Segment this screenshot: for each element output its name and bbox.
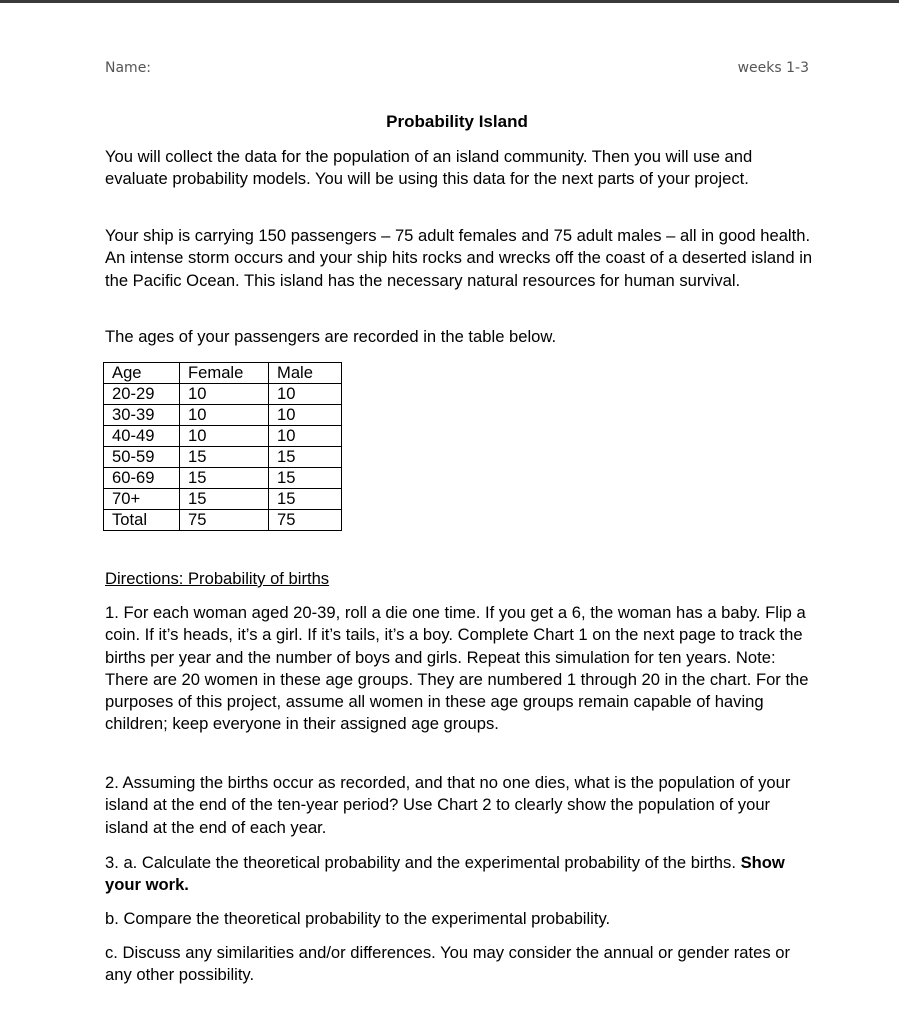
cell-age: 60-69 — [104, 468, 180, 489]
question-2: 2. Assuming the births occur as recorded, and that no one dies, what is the population of your island at the end of the ten-year period? Use Chart 2 to clearly show the population of your island at the end of each year. — [105, 773, 791, 837]
cell-male: 15 — [269, 489, 342, 510]
table-row — [104, 489, 342, 510]
table-intro-paragraph: The ages of your passengers are recorded in the table below. — [105, 327, 557, 346]
cell-age: 40-49 — [104, 426, 180, 447]
cell-male: 10 — [269, 426, 342, 447]
weeks-label: weeks 1-3 — [737, 60, 809, 76]
table-row — [104, 468, 342, 489]
question-3a-emphasis: Show your work. — [105, 853, 785, 895]
top-border — [0, 0, 899, 3]
cell-age: 30-39 — [104, 405, 180, 426]
cell-male: 75 — [269, 510, 342, 531]
table-total-row — [104, 510, 342, 531]
cell-male: 15 — [269, 468, 342, 489]
table-row — [104, 384, 342, 405]
question-3c: c. Discuss any similarities and/or differences. You may consider the annual or gender rates or any other possibility. — [105, 943, 791, 985]
header-age: Age — [104, 363, 180, 384]
cell-male: 15 — [269, 447, 342, 468]
directions-heading: Directions: Probability of births — [105, 569, 330, 588]
page-title: Probability Island — [386, 112, 528, 131]
name-label: Name: — [105, 60, 152, 76]
table-row — [104, 426, 342, 447]
table-header-row — [104, 363, 342, 384]
cell-female: 15 — [180, 489, 269, 510]
cell-female: 10 — [180, 405, 269, 426]
header-male: Male — [269, 363, 342, 384]
age-table — [103, 362, 342, 531]
cell-female: 15 — [180, 468, 269, 489]
table-row — [104, 447, 342, 468]
question-3a — [105, 852, 817, 897]
cell-female: 10 — [180, 384, 269, 405]
question-1: 1. For each woman aged 20-39, roll a die one time. If you get a 6, the woman has a baby. Flip a coin. If it’s heads, it’s a girl. If it’s tails, it’s a boy. Complete Chart 1 on the next page to track the births per year and the number of boys and girls. Repeat this simulation for ten years. Note: There are 20 women in these age groups. They are numbered 1 through 20 in the chart. For the purposes of this project, assume all women in these age groups remain capable of having children; keep everyone in their assigned age groups. — [105, 603, 809, 734]
cell-female: 10 — [180, 426, 269, 447]
header-female: Female — [180, 363, 269, 384]
cell-age: Total — [104, 510, 180, 531]
question-3b: b. Compare the theoretical probability to the experimental probability. — [105, 909, 611, 928]
cell-female: 15 — [180, 447, 269, 468]
question-3a-text: 3. a. Calculate the theoretical probability and the experimental probability of the births. — [105, 853, 736, 872]
intro-paragraph: You will collect the data for the population of an island community. Then you will use and evaluate probability models. You will be using this data for the next parts of your project. — [105, 147, 753, 189]
table-row — [104, 405, 342, 426]
cell-age: 50-59 — [104, 447, 180, 468]
scenario-paragraph: Your ship is carrying 150 passengers – 75 adult females and 75 adult males – all in good health. An intense storm occurs and your ship hits rocks and wrecks off the coast of a deserted island in the Pacific Ocean. This island has the necessary natural resources for human survival. — [105, 226, 813, 290]
cell-age: 20-29 — [104, 384, 180, 405]
cell-male: 10 — [269, 405, 342, 426]
cell-female: 75 — [180, 510, 269, 531]
cell-male: 10 — [269, 384, 342, 405]
cell-age: 70+ — [104, 489, 180, 510]
